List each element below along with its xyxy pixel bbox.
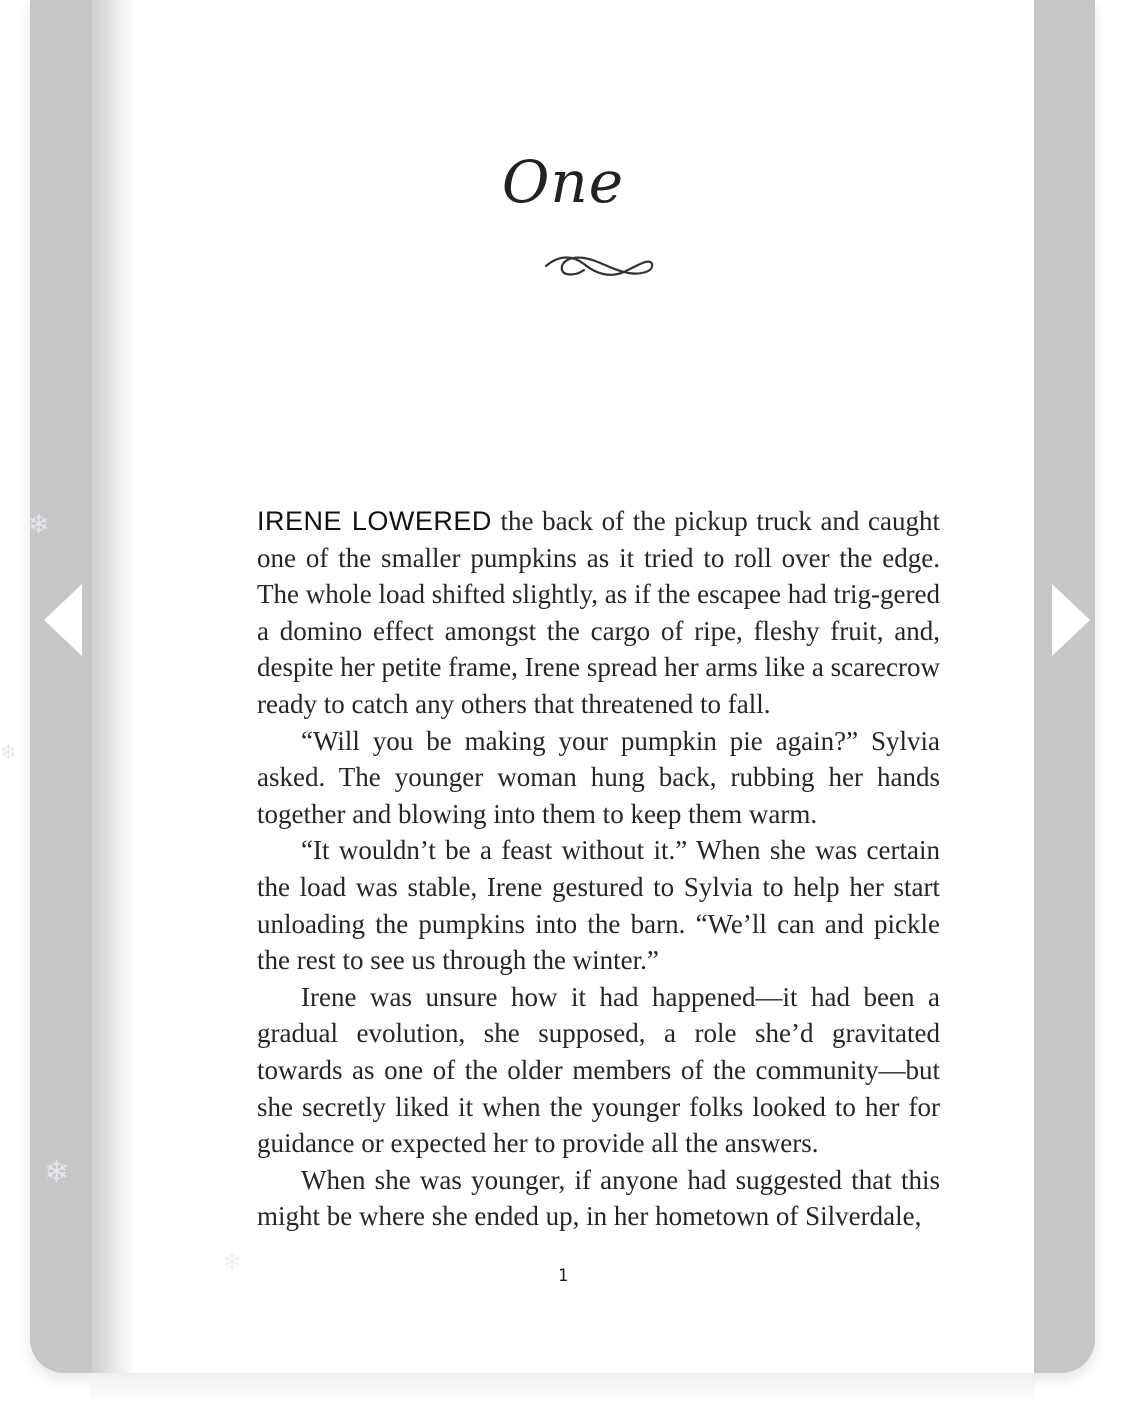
paragraph-text: the back of the pickup truck and caught one of the smaller pumpkins as it tried to roll over the edge. The whole load shifted slightly, as if the escapee had trig-gered a domino effect amongst the cargo of ripe, fleshy fruit, and, despite her petite frame, Irene spread her arms like a scarecrow ready to catch any others that threatened to fall. (257, 506, 940, 719)
snowflake-icon: ❄ (0, 740, 17, 764)
paragraph: “Will you be making your pumpkin pie again?” Sylvia asked. The younger woman hung back, rubbing her hands together and blowing into them to keep them warm. (257, 725, 940, 829)
paragraph (257, 503, 940, 723)
lead-in-text: IRENE LOWERED (257, 506, 492, 536)
chapter-body (257, 503, 940, 1235)
page-number: 1 (557, 1266, 569, 1286)
chevron-right-icon (1052, 584, 1090, 656)
snowflake-icon: ❄ (44, 1155, 70, 1190)
next-page-button[interactable] (1050, 582, 1092, 658)
snowflake-icon: ❄ (28, 510, 50, 540)
previous-page-button[interactable] (42, 582, 84, 658)
paragraph: “It wouldn’t be a feast without it.” When she was certain the load was stable, Irene gestured to Sylvia to help her start unloading the pumpkins into the barn. “We’ll can and pickle the rest to see us through the winter.” (257, 835, 940, 976)
paragraph: Irene was unsure how it had happened—it had been a gradual evolution, she supposed, a role she’d gravitated towards as one of the older members of the community—but she secretly liked it when the younger folks looked to her for guidance or expected her to provide all the answers. (257, 981, 940, 1159)
frame-shadow (90, 1373, 1035, 1403)
flourish-ornament-icon (540, 246, 660, 286)
paragraph: When she was younger, if anyone had suggested that this might be where she ended up, in her hometown of Silverdale, (257, 1164, 940, 1232)
snowflake-icon: ❄ (222, 1248, 243, 1276)
chevron-left-icon (44, 584, 82, 656)
chapter-title: One (501, 148, 625, 216)
